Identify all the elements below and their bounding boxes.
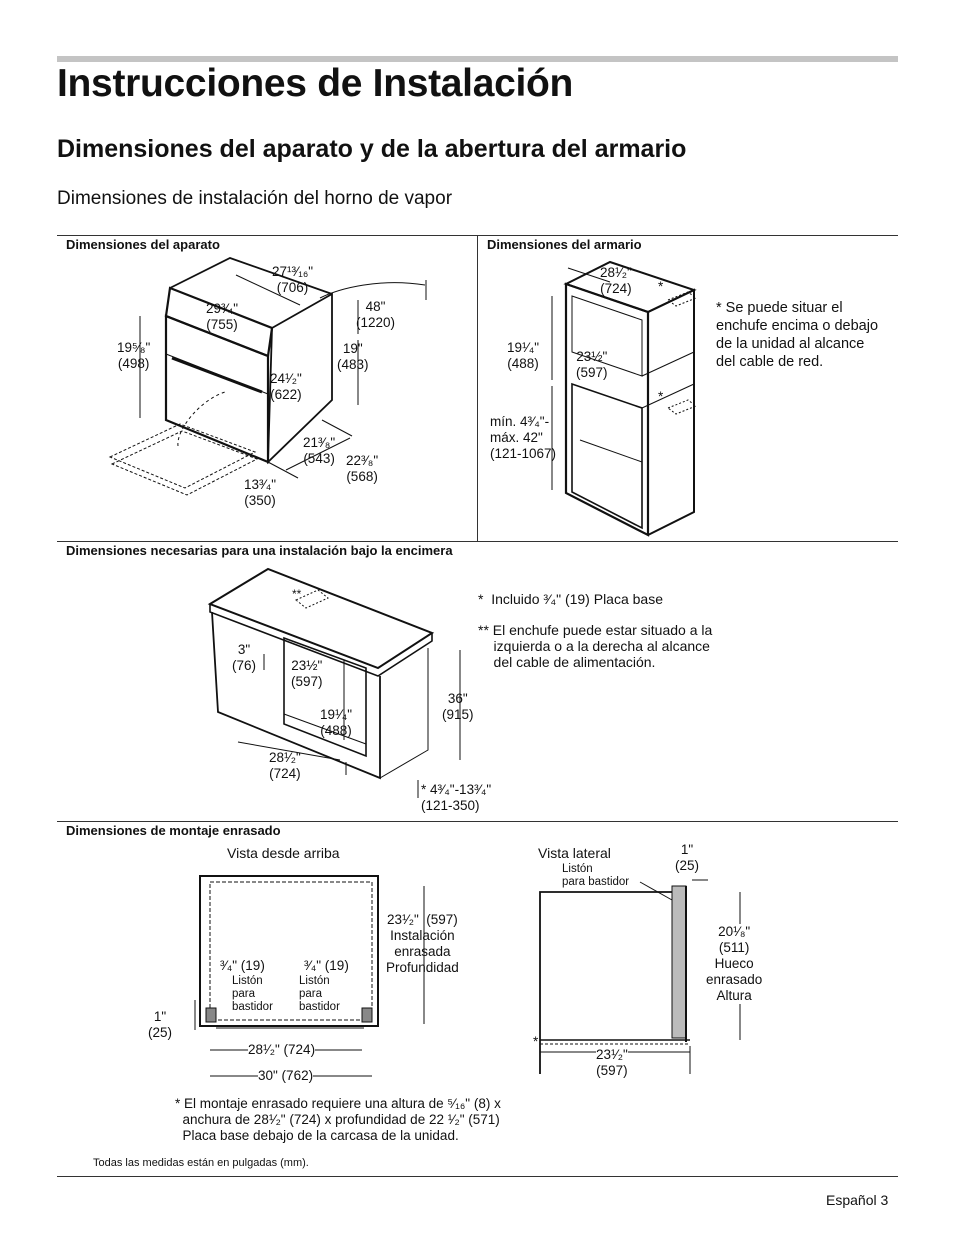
appliance-cable: 48" (1220) <box>356 299 396 330</box>
undercounter-height: 19¹⁄₄" (488) <box>320 707 353 738</box>
flush-top-view-label: Vista desde arriba <box>227 845 340 861</box>
appliance-height2: 19" (483) <box>337 341 369 372</box>
flush-left: 1" (25) <box>148 1009 173 1040</box>
appliance-depth2: 22³⁄₈" (568) <box>346 453 379 484</box>
flush-outer-width: 30" (762) <box>258 1068 314 1083</box>
page-title: Instrucciones de Instalación <box>57 62 574 105</box>
appliance-width: 29³⁄₄" (755) <box>206 301 239 332</box>
cabinet-depth: 23½" (597) <box>576 349 608 380</box>
section-title: Dimensiones de instalación del horno de vapor <box>57 188 453 209</box>
cabinet-height: 19¹⁄₄" (488) <box>507 340 540 371</box>
flush-strip-left: ³⁄₄" (19) <box>220 958 265 973</box>
flush-strip-label-left: Listón para bastidor <box>232 975 273 1013</box>
appliance-door: 13³⁄₄" (350) <box>244 477 277 508</box>
flush-strip-right: ³⁄₄" (19) <box>304 958 349 973</box>
undercounter-base: * 4³⁄₄"-13³⁄₄" (121-350) <box>421 782 492 813</box>
flush-side-depth: 23¹⁄₂" (597) <box>596 1047 628 1078</box>
appliance-depth: 21³⁄₈" (543) <box>303 435 336 466</box>
flush-inner-width: 28¹⁄₂" (724) <box>248 1042 316 1057</box>
flush-side-star: * <box>533 1034 539 1049</box>
flush-side-strip-label: Listón para bastidor <box>562 863 630 888</box>
flush-side-view-label: Vista lateral <box>538 845 611 861</box>
appliance-width-top: 27¹³⁄₁₆" (706) <box>272 264 314 295</box>
cabinet-width: 28¹⁄₂" (724) <box>600 265 632 296</box>
undercounter-drawing <box>210 569 460 798</box>
undercounter-note-1: * Incluido ³⁄₄" (19) Placa base <box>478 591 664 607</box>
appliance-inner: 24¹⁄₂" (622) <box>270 371 302 402</box>
flush-depth: 23¹⁄₂" (597) Instalación enrasada Profundidad <box>386 912 459 975</box>
flush-heading: Dimensiones de montaje enrasado <box>66 823 281 838</box>
appliance-height: 19⁵⁄₈" (498) <box>117 340 151 371</box>
undercounter-note-2: ** El enchufe puede estar situado a la izquierda o a la derecha al alcance del cable de alimentación. <box>478 622 713 670</box>
cabinet-star-1: * <box>658 279 664 294</box>
units-note: Todas las medidas están en pulgadas (mm). <box>93 1157 309 1169</box>
flush-strip-label-right: Listón para bastidor <box>299 975 340 1013</box>
undercounter-top: 3" (76) <box>232 642 257 673</box>
cabinet-drawing <box>552 262 696 535</box>
undercounter-heading: Dimensiones necesarias para una instalación bajo la encimera <box>66 543 453 558</box>
undercounter-counter: 36" (915) <box>442 691 474 722</box>
cabinet-heading: Dimensiones del armario <box>487 237 642 252</box>
cabinet-note: * Se puede situar el enchufe encima o debajo de la unidad al alcance del cable de red. <box>716 300 879 370</box>
cabinet-floor: mín. 4³⁄₄"- máx. 42" (121-1067) <box>490 414 557 461</box>
flush-note: * El montaje enrasado requiere una altura de ⁵⁄₁₆" (8) x anchura de 28¹⁄₂" (724) x profundidad de 22 ¹⁄₂" (571) Placa base debajo de la carcasa de la unidad. <box>175 1096 501 1143</box>
page-subtitle: Dimensiones del aparato y de la abertura del armario <box>57 135 687 163</box>
appliance-heading: Dimensiones del aparato <box>66 237 220 252</box>
appliance-drawing <box>110 258 426 495</box>
flush-side-top: 1" (25) <box>675 842 700 873</box>
undercounter-stars: ** <box>292 587 302 601</box>
page-number: Español 3 <box>826 1192 889 1208</box>
undercounter-width: 28¹⁄₂" (724) <box>269 750 301 781</box>
undercounter-depth: 23½" (597) <box>291 658 323 689</box>
flush-side-height: 20¹⁄₈" (511) Hueco enrasado Altura <box>706 924 763 1003</box>
cabinet-star-2: * <box>658 389 664 404</box>
